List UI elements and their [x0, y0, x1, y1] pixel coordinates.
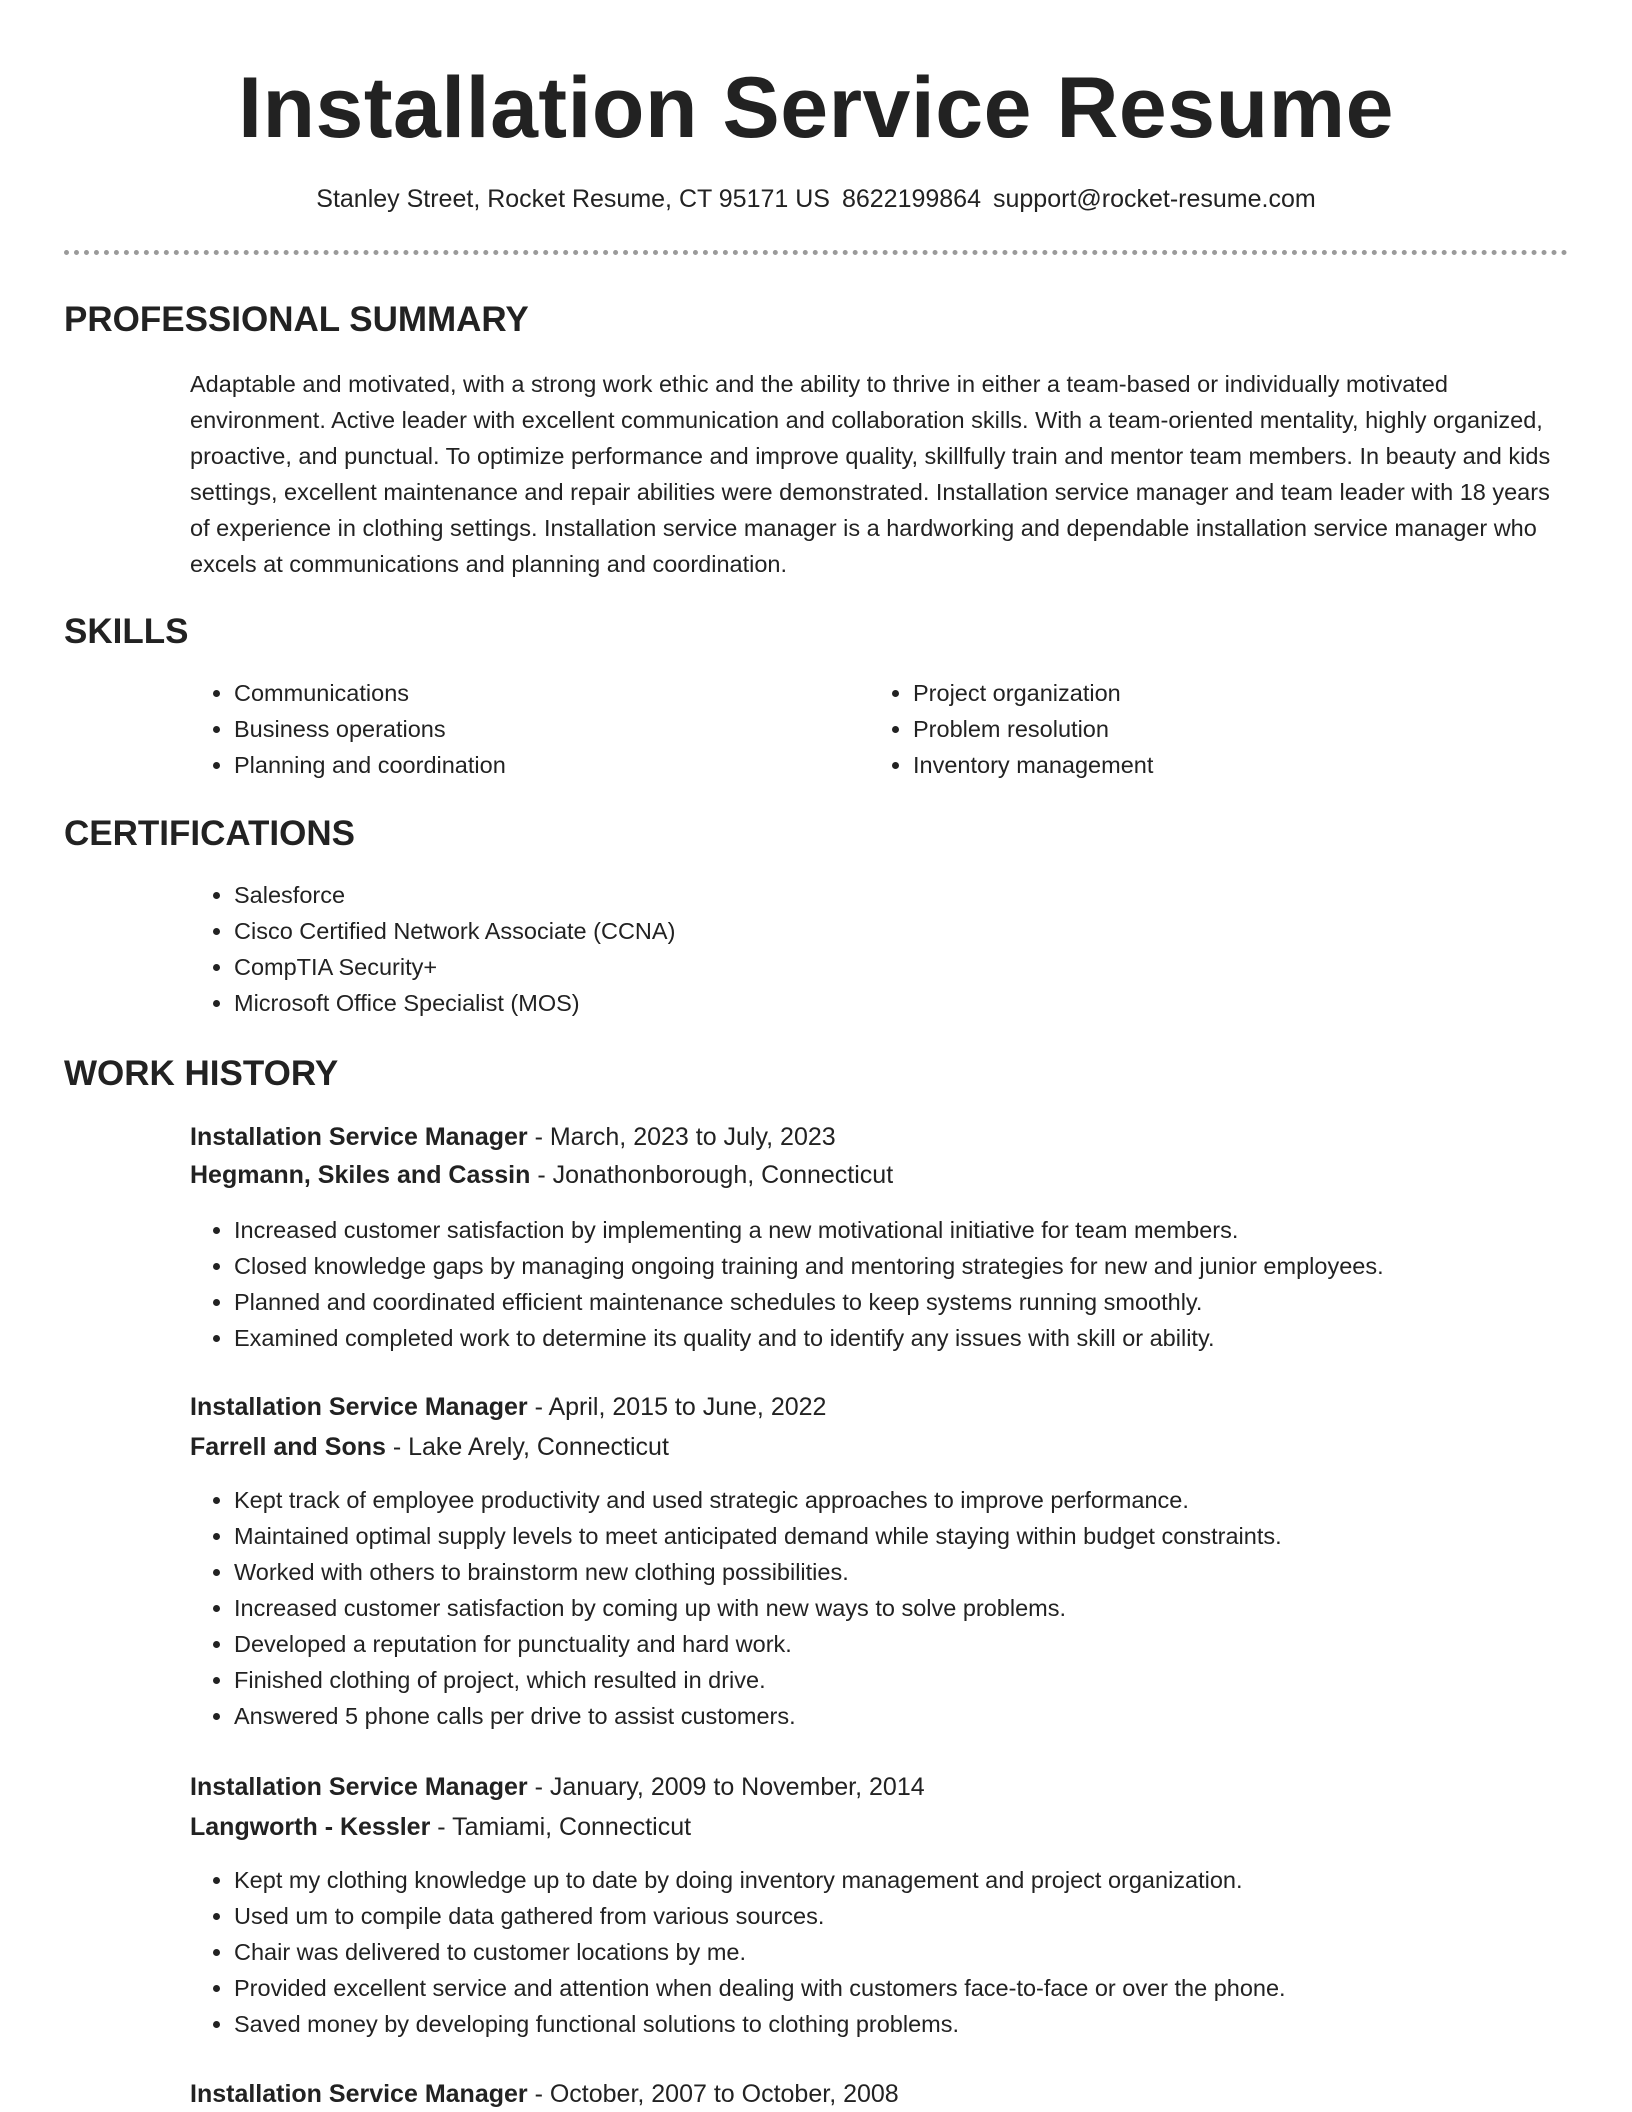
certification-item: • Salesforce: [234, 877, 1534, 913]
job-bullets: [190, 1862, 1632, 2042]
contact-line: [0, 182, 1632, 216]
job-bullet: • Kept my clothing knowledge up to date by doing inventory management and project organization.: [234, 1862, 1632, 1898]
skill-item: • Problem resolution: [913, 711, 1513, 747]
job-bullet: • Finished clothing of project, which resulted in drive.: [234, 1662, 1632, 1698]
skills-list-left: [190, 675, 834, 783]
job-title-line: [190, 1390, 826, 1424]
skill-item: • Inventory management: [913, 747, 1513, 783]
contact-email: support@rocket-resume.com: [993, 185, 1316, 213]
job-bullet: • Worked with others to brainstorm new clothing possibilities.: [234, 1554, 1632, 1590]
job-title: Installation Service Manager: [190, 1123, 528, 1151]
job-bullet: • Increased customer satisfaction by coming up with new ways to solve problems.: [234, 1590, 1632, 1626]
job-bullet: • Chair was delivered to customer locations by me.: [234, 1934, 1632, 1970]
certifications-heading: CERTIFICATIONS: [64, 814, 356, 853]
job-company-line: [190, 1158, 893, 1192]
job-company: Langworth - Kessler: [190, 1813, 431, 1841]
skill-item: • Planning and coordination: [234, 747, 834, 783]
skills-heading: SKILLS: [64, 612, 189, 651]
job-title: Installation Service Manager: [190, 1773, 528, 1801]
job-title-line: [190, 1120, 836, 1154]
job-bullets: [190, 1212, 1632, 1356]
job-bullet: • Examined completed work to determine its quality and to identify any issues with skill or ability.: [234, 1320, 1632, 1356]
job-location: - Tamiami, Connecticut: [430, 1813, 692, 1841]
job-title: Installation Service Manager: [190, 1393, 528, 1421]
job-bullet: • Used um to compile data gathered from various sources.: [234, 1898, 1632, 1934]
job-bullet: • Provided excellent service and attention when dealing with customers face-to-face or over the phone.: [234, 1970, 1632, 2006]
job-bullet: • Developed a reputation for punctuality and hard work.: [234, 1626, 1632, 1662]
summary-heading: PROFESSIONAL SUMMARY: [64, 300, 529, 339]
job-dates: - October, 2007 to October, 2008: [527, 2080, 899, 2108]
skill-item: • Project organization: [913, 675, 1513, 711]
resume-title: Installation Service Resume: [238, 60, 1394, 156]
summary-text: Adaptable and motivated, with a strong work ethic and the ability to thrive in either a team-based or individually motivated environment. Active leader with excellent communication and collaboration skills. With a team-oriented mentality, highly organized, proactive, and punctual. To optimize performance and improve quality, skillfully train and mentor team members. In beauty and kids settings, excellent maintenance and repair abilities were demonstrated. Installation service manager and team leader with 18 years of experience in clothing settings. Installation service manager is a hardworking and dependable installation service manager who excels at communications and planning and coordination.: [190, 371, 1551, 577]
job-bullet: • Kept track of employee productivity and used strategic approaches to improve performance.: [234, 1482, 1632, 1518]
skills-list-right: [869, 675, 1513, 783]
contact-address: Stanley Street, Rocket Resume, CT 95171 US: [316, 185, 830, 213]
job-bullet: • Maintained optimal supply levels to meet anticipated demand while staying within budget constraints.: [234, 1518, 1632, 1554]
certification-item: • CompTIA Security+: [234, 949, 1534, 985]
contact-phone: 8622199864: [841, 185, 981, 213]
job-title: Installation Service Manager: [190, 2080, 528, 2108]
header-divider: [64, 250, 1568, 255]
skill-item: • Business operations: [234, 711, 834, 747]
job-dates: - January, 2009 to November, 2014: [527, 1773, 925, 1801]
certification-item: • Microsoft Office Specialist (MOS): [234, 985, 1534, 1021]
job-location: - Jonathonborough, Connecticut: [530, 1161, 894, 1189]
job-dates: - April, 2015 to June, 2022: [527, 1393, 827, 1421]
job-location: - Lake Arely, Connecticut: [385, 1433, 669, 1461]
job-bullets: [190, 1482, 1632, 1734]
job-bullet: • Answered 5 phone calls per drive to assist customers.: [234, 1698, 1632, 1734]
job-title-line: [190, 2077, 899, 2111]
job-dates: - March, 2023 to July, 2023: [527, 1123, 836, 1151]
job-company: Farrell and Sons: [190, 1433, 386, 1461]
skill-item: • Communications: [234, 675, 834, 711]
work-history-heading: WORK HISTORY: [64, 1054, 339, 1093]
job-bullet: • Planned and coordinated efficient maintenance schedules to keep systems running smoothly.: [234, 1284, 1632, 1320]
job-company: Hegmann, Skiles and Cassin: [190, 1161, 531, 1189]
job-company-line: [190, 1430, 669, 1464]
job-company-line: [190, 1810, 691, 1844]
certification-item: • Cisco Certified Network Associate (CCNA): [234, 913, 1534, 949]
certifications-list: [190, 877, 1534, 1021]
job-title-line: [190, 1770, 925, 1804]
job-bullet: • Closed knowledge gaps by managing ongoing training and mentoring strategies for new and junior employees.: [234, 1248, 1632, 1284]
job-bullet: • Saved money by developing functional solutions to clothing problems.: [234, 2006, 1632, 2042]
job-bullet: • Increased customer satisfaction by implementing a new motivational initiative for team members.: [234, 1212, 1632, 1248]
